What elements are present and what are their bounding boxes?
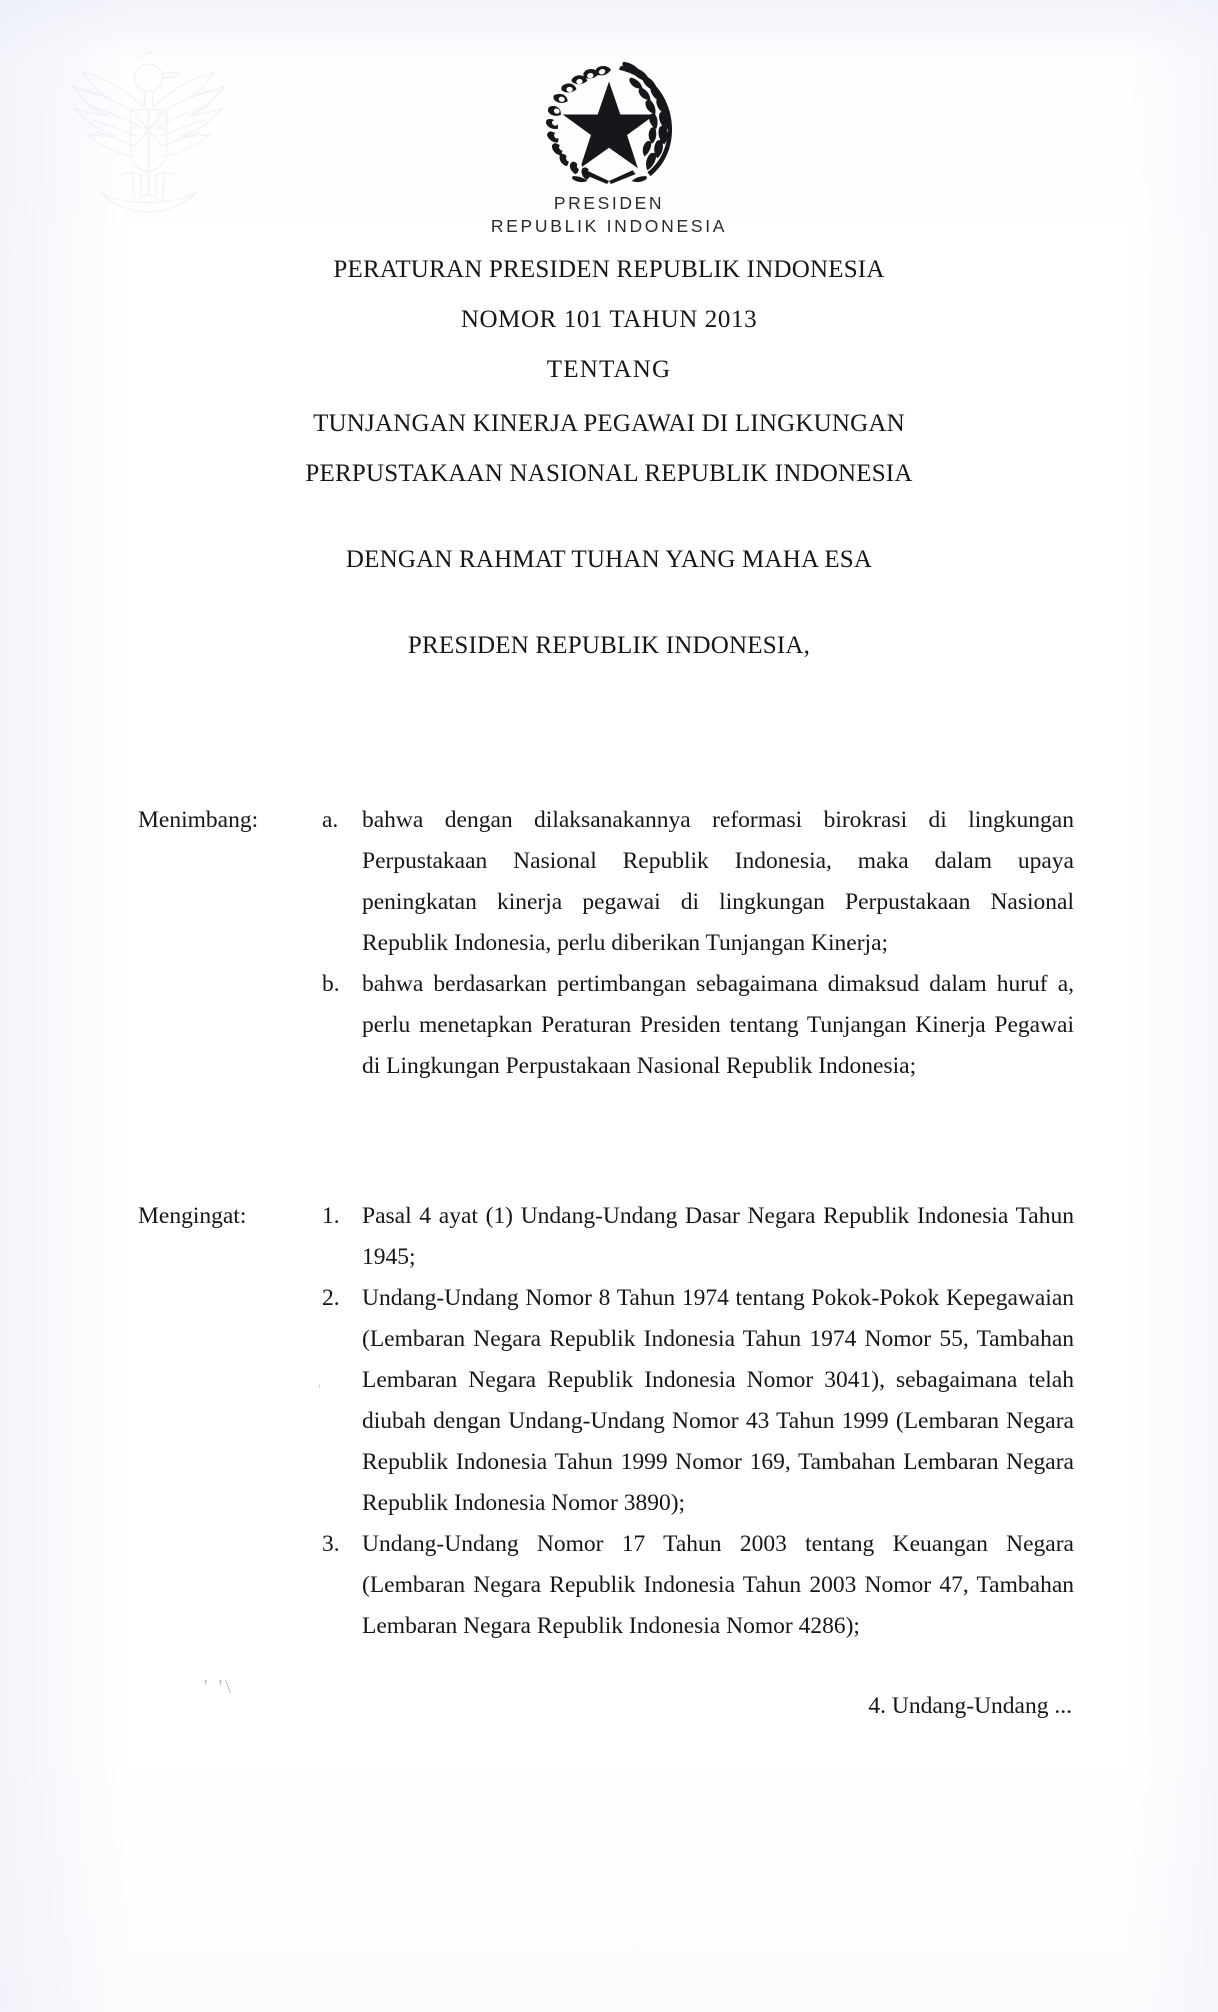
scan-artifact-tick: ' xyxy=(318,1382,321,1398)
list-item-text: Undang-Undang Nomor 8 Tahun 1974 tentang Pokok-Pokok Kepegawaian (Lembaran Negara Republik Indonesia Tahun 1974 Nomor 55, Tambahan Lembaran Negara Republik Indonesia Nomor 3041), sebagaimana telah diubah dengan Undang-Undang Nomor 43 Tahun 1999 (Lembaran Negara Republik Indonesia Tahun 1999 Nomor 169, Tambahan Lembaran Negara Republik Indonesia Nomor 3890); xyxy=(362,1285,1074,1516)
list-item-marker: 2. xyxy=(322,1285,340,1311)
list-item xyxy=(322,1524,1074,1647)
list-item-marker: 3. xyxy=(322,1531,340,1557)
mengingat-items xyxy=(322,1196,1074,1647)
mengingat-label: Mengingat: xyxy=(138,1203,247,1229)
subject-line-1: TUNJANGAN KINERJA PEGAWAI DI LINGKUNGAN xyxy=(313,410,905,437)
list-item-text: bahwa berdasarkan pertimbangan sebagaimana dimaksud dalam huruf a, perlu menetapkan Peraturan Presiden tentang Tunjangan Kinerja Pegawai di Lingkungan Perpustakaan Nasional Republik Indonesia; xyxy=(362,971,1074,1079)
signatory-heading: PRESIDEN REPUBLIK INDONESIA, xyxy=(407,632,811,659)
list-item xyxy=(322,1196,1074,1278)
list-item-marker: 1. xyxy=(322,1203,340,1229)
page-title: PERATURAN PRESIDEN REPUBLIK INDONESIA xyxy=(333,256,885,283)
list-item-text: Undang-Undang Nomor 17 Tahun 2003 tentang Keuangan Negara (Lembaran Negara Republik Indonesia Tahun 2003 Nomor 47, Tambahan Lembaran Negara Republik Indonesia Nomor 4286); xyxy=(362,1531,1074,1639)
page-continuation-note: 4. Undang-Undang ... xyxy=(868,1693,1072,1719)
scan-artifact-margin-mark: ' '\ xyxy=(204,1676,234,1698)
presidential-star-wreath-emblem-icon xyxy=(530,52,688,184)
scan-tint-top xyxy=(0,0,1218,60)
list-item xyxy=(322,800,1074,964)
regulation-number: NOMOR 101 TAHUN 2013 xyxy=(460,306,758,333)
document-heading-block xyxy=(0,192,1218,660)
list-item-text: Pasal 4 ayat (1) Undang-Undang Dasar Negara Republik Indonesia Tahun 1945; xyxy=(362,1203,1074,1270)
menimbang-label: Menimbang: xyxy=(138,807,259,833)
list-item xyxy=(322,1278,1074,1524)
list-item-text: bahwa dengan dilaksanakannya reformasi birokrasi di lingkungan Perpustakaan Nasional Republik Indonesia, maka dalam upaya peningkatan kinerja pegawai di lingkungan Perpustakaan Nasional Republik Indonesia, perlu diberikan Tunjangan Kinerja; xyxy=(362,807,1074,956)
kop-line-republik-indonesia: REPUBLIK INDONESIA xyxy=(490,216,728,236)
list-item xyxy=(322,964,1074,1087)
blessing-line: DENGAN RAHMAT TUHAN YANG MAHA ESA xyxy=(345,546,873,573)
list-item-marker: b. xyxy=(322,971,340,997)
kop-presiden xyxy=(0,192,1218,238)
subject-line-2: PERPUSTAKAAN NASIONAL REPUBLIK INDONESIA xyxy=(305,460,913,487)
kop-line-presiden: PRESIDEN xyxy=(553,193,665,213)
about-label: TENTANG xyxy=(546,356,672,383)
menimbang-items xyxy=(322,800,1074,1087)
list-item-marker: a. xyxy=(322,807,339,833)
